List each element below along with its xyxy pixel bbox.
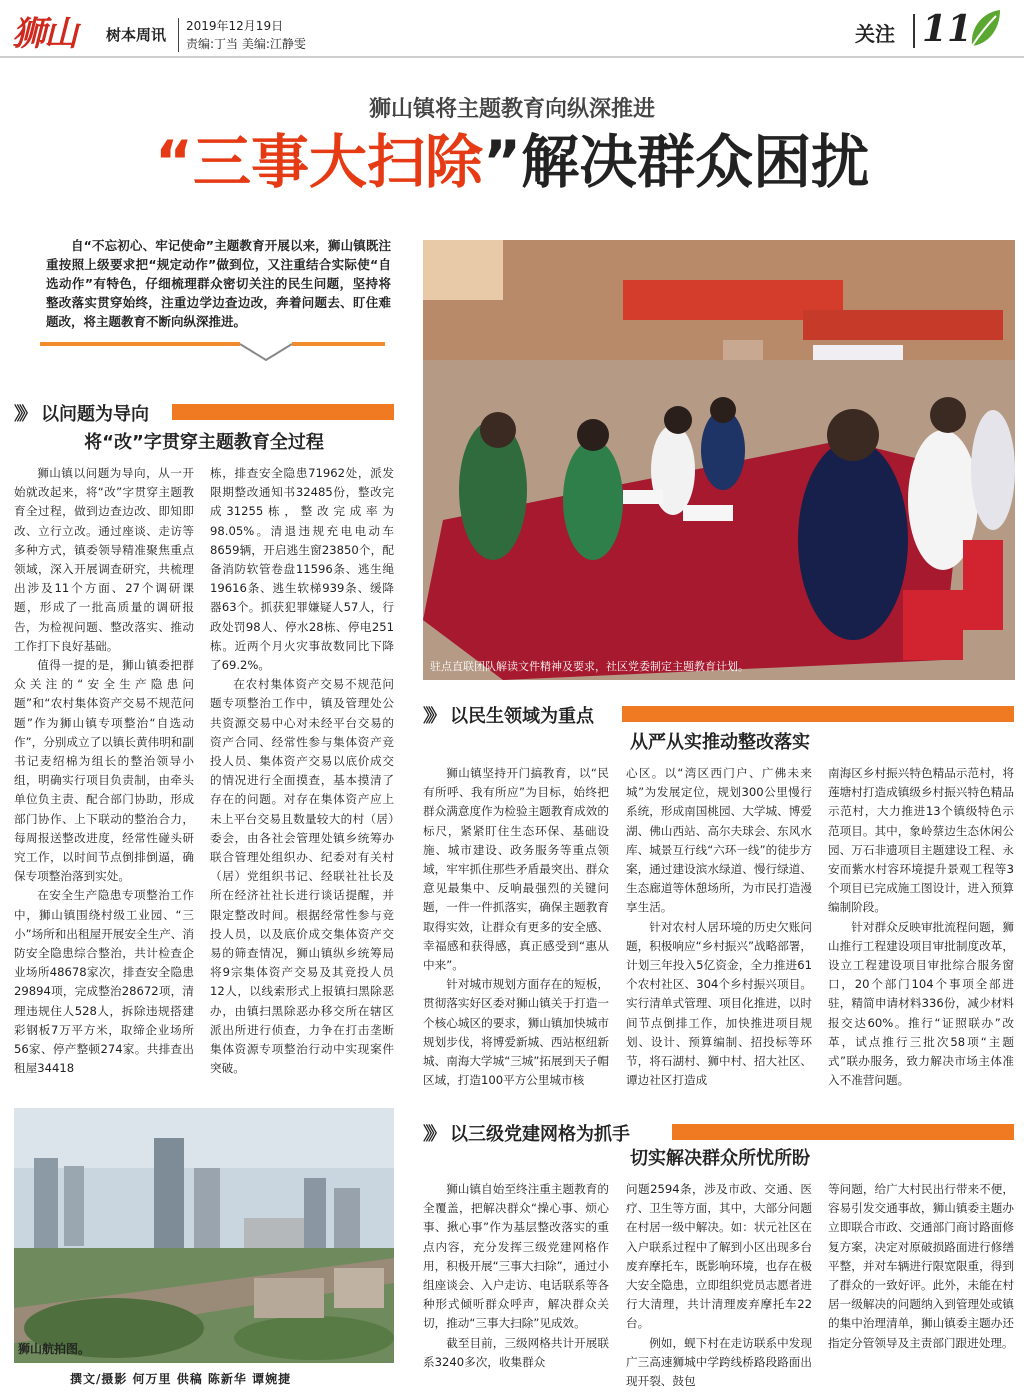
paragraph: 等问题，给广大村民出行带来不便，容易引发交通事故，狮山镇委主题办立即联合市政、交通部门商讨路面修复方案，决定对原破损路面进行修缮平整，并对车辆进行限宽限重，得到了群众的一致好评。此外，未能在村居一级解决的问题纳入到管理处或镇的集中治理清单，狮山镇委主题办还指定分管领导及主责部门跟进处理。 (828, 1182, 1014, 1350)
page-number: 11 (922, 8, 973, 50)
paragraph: 针对群众反映审批流程问题，狮山推行工程建设项目审批制度改革，设立工程建设项目审批综合服务窗口，20个部门104个事项全部进驻，精简申请材料336份，减少材料报交达60%。推行“证照联办”改革，试点推行三批次58项“主题式”联办服务，致力解决市场主体准入不准营问题。 (828, 919, 1014, 1088)
section3-title-text: 以三级党建网格为抓手 (450, 1124, 630, 1145)
headline-red: 三事大扫除 (192, 128, 483, 196)
section2-title-text: 以民生领域为重点 (450, 706, 594, 727)
section3-bar (672, 1124, 1014, 1140)
section1-title (14, 400, 149, 426)
paragraph: 问题2594条，涉及市政、交通、医疗、卫生等方面，其中，大部分问题在村居一级中解决。如：状元社区在入户联系过程中了解到小区出现多台废弃摩托车，既影响环境，也存在极大安全隐患，立即组织党员志愿者进行大清理，共计清理废弃摩托车22台。 (626, 1182, 812, 1331)
aerial-photo-caption: 狮山航拍图。 (18, 1342, 91, 1356)
paragraph: 值得一提的是，狮山镇委把群众关注的“安全生产隐患问题”和“农村集体资产交易不规范问题”作为狮山镇专项整治“自选动作”，分别成立了以镇长黄伟明和副书记麦绍棉为组长的整治领导小组，明确实行项目负责制，由牵头单位负主责、配合部门协助，形成部门协作、上下联动的整治合力，每周报送整改进度，经常性碰头研究工作，以时间节点倒排倒逼，确保专项整治落到实处。 (14, 658, 194, 884)
masthead-logo: 狮山 (12, 14, 76, 54)
section1-title-text: 以问题为导向 (41, 404, 149, 425)
paragraph: 针对城市规划方面存在的短板，贯彻落实好区委对狮山镇关于打造一个核心城区的要求，狮山镇加快城市规划步伐，将博爱新城、西站枢纽新城、南海大学城“三城”拓展到天子帽区域，打造100平方公里城市核 (423, 977, 609, 1088)
section3-column-3 (828, 1180, 1014, 1353)
lead-paragraph: 自“不忘初心、牢记使命”主题教育开展以来，狮山镇既注重按照上级要求把“规定动作”做到位，又注重结合实际使“自选动作”有特色，仔细梳理群众密切关注的民生问题，坚持将整改落实贯穿始终，注重边学边查边改，奔着问题去、盯住难题改，将主题教育不断向纵深推进。 (46, 238, 391, 329)
paragraph: 栋，排查安全隐患71962处，派发限期整改通知书32485份，整改完成31255栋，整改完成率为98.05%。清退违规充电电动车8659辆，开启逃生窗23850个，配备消防软管卷盘11596条、逃生绳19616条、逃生软梯939条、缓降器63个。抓获犯罪嫌疑人57人，行政处罚98人、停水28栋、停电251栋。近两个月火灾事故数同比下降了69.2%。 (210, 466, 394, 673)
section1-bar (172, 404, 394, 420)
section1-subtitle: 将“改”字贯穿主题教育全过程 (84, 432, 324, 453)
masthead-name: 树本周讯 (106, 26, 167, 44)
section2-title (423, 702, 594, 728)
headline-kicker: 狮山镇将主题教育向纵深推进 (368, 97, 655, 122)
paragraph: 狮山镇坚持开门搞教育，以“民有所呼、我有所应”为目标，始终把群众满意度作为检验主题教育成效的标尺，紧紧盯住生态环保、基础设施、城市建设、政务服务等重点领域，牢牢抓住那些矛盾最突出、群众意见最集中、反响最强烈的关键问题，一件一件抓落实，确保主题教育取得实效，让群众有更多的安全感、幸福感和获得感，真正感受到“惠从中来”。 (423, 766, 609, 973)
masthead-rule (0, 56, 1024, 58)
paragraph: 截至目前，三级网格共计开展联系3240多次，收集群众 (423, 1335, 609, 1369)
section3-column-1 (423, 1180, 609, 1372)
masthead-date: 2019年12月19日 (186, 19, 284, 33)
chevron-right-icon: 》》 (423, 706, 442, 727)
section3-subtitle: 切实解决群众所忧所盼 (630, 1148, 810, 1169)
zigzag-divider (40, 338, 385, 364)
paragraph: 在农村集体资产交易不规范问题专项整治工作中，镇及管理处公共资源交易中心对未经平台交易的资产合同、经常性参与集体资产竞投人员、集体资产交易以底价成交的情况进行全面摸查，基本摸清了存在的问题。对存在集体资产应上未上平台交易且数量较大的村（居）委会，由各社会管理处镇乡统筹办联合管理处组织办、纪委对有关村（居）党组织书记、经联社社长及所在经济社社长进行谈话提醒，并限定整改时间。根据经常性参与竞投人员，以及底价成交集体资产交易的筛查情况，狮山镇纵乡统筹局将9宗集体资产交易及其竞投人员12人，以线索形式上报镇扫黑除恶办，由镇扫黑除恶办移交所在辖区派出所进行侦查，力争在打击垄断集体资源专项整治行动中实现案件突破。 (210, 677, 394, 1076)
section2-column-3 (828, 764, 1014, 1090)
paragraph: 狮山镇以问题为导向，从一开始就改起来，将“改”字贯穿主题教育全过程，做到边查边改、即知即改、立行立改。通过座谈、走访等多种方式，镇委领导精准聚焦重点领域，深入开展调查研究，共梳理出涉及11个方面、27个调研课题，形成了一批高质量的调研报告，为检视问题、整改落实、推动工作打下良好基础。 (14, 466, 194, 653)
leaf-icon (966, 8, 1002, 50)
section2-subtitle: 从严从实推动整改落实 (630, 732, 810, 753)
masthead-bar (913, 14, 915, 48)
aerial-photo (14, 1108, 394, 1363)
section1-column-2 (210, 464, 394, 1079)
section2-column-1 (423, 764, 609, 1090)
paragraph: 例如，蚬下村在走访联系中发现广三高速狮城中学跨线桥路段路面出现开裂、鼓包 (626, 1335, 812, 1389)
masthead-editors: 责编:丁当 美编:江静雯 (186, 37, 306, 51)
section3-title (423, 1120, 630, 1146)
paragraph: 南海区乡村振兴特色精品示范村，将莲塘村打造成镇级乡村振兴特色精品示范村，大力推进13个镇级特色示范项目。其中，象岭蔡边生态休闲公园、万石非遗项目主题建设工程、永安而紫水村容环境提升景观工程等3个项目已完成施工图设计，进入预算编制阶段。 (828, 766, 1014, 915)
section3-column-2 (626, 1180, 812, 1391)
meeting-photo-caption: 驻点直联团队解读文件精神及要求，社区党委制定主题教育计划。 (430, 660, 749, 673)
section2-bar (622, 706, 1014, 722)
section1-column-1 (14, 464, 194, 1079)
paragraph: 心区。以“湾区西门户、广佛未来城”为发展定位，规划300公里慢行系统，形成南国桃园、大学城、博爱湖、佛山西站、高尔夫球会、东风水库、城景互行线“六环一线”的徒步方案，通过建设滨水绿道、慢行绿道、生态廊道等休憩场所，为市民打造漫享生活。 (626, 766, 812, 915)
masthead-divider (178, 18, 179, 52)
section2-column-2 (626, 764, 812, 1090)
meeting-photo (423, 240, 1015, 680)
chevron-right-icon: 》》 (423, 1124, 442, 1145)
paragraph: 在安全生产隐患专项整治工作中，狮山镇围绕村级工业园、“三小”场所和出租屋开展安全生产、消防安全隐患综合整治，共计检查企业场所48678家次，排查安全隐患29894项，完成整治28672项，清理违规住人528人，拆除违规搭建彩钢板7万平方米，取缔企业场所56家、停产整顿274家。共排查出租屋34418 (14, 888, 194, 1076)
headline-rest: 解决群众困扰 (521, 128, 870, 196)
paragraph: 针对农村人居环境的历史欠账问题，积极响应“乡村振兴”战略部署，计划三年投入5亿资金，全力推进61个农村社区、304个乡村振兴项目。实行清单式管理、项目化推进，以时间节点倒排工作，加快推进项目规划、设计、预算编制、招投标等环节，将石湖村、狮中村、招大社区、谭边社区打造成 (626, 919, 812, 1088)
headline-quote-close: ” (483, 128, 522, 196)
headline (0, 122, 1024, 202)
section-label: 关注 (855, 22, 895, 46)
headline-quote-open: “ (154, 128, 193, 196)
credits: 撰文/摄影 何万里 供稿 陈新华 谭婉捷 (70, 1372, 292, 1386)
paragraph: 狮山镇自始至终注重主题教育的全覆盖，把解决群众“操心事、烦心事、揪心事”作为基层整改落实的重点内容，充分发挥三级党建网格作用，积极开展“三事大扫除”，通过小组座谈会、入户走访、电话联系等各种形式倾听群众呼声，解决群众关切，推动“三事大扫除”见成效。 (423, 1182, 609, 1331)
chevron-right-icon: 》》 (14, 404, 33, 425)
